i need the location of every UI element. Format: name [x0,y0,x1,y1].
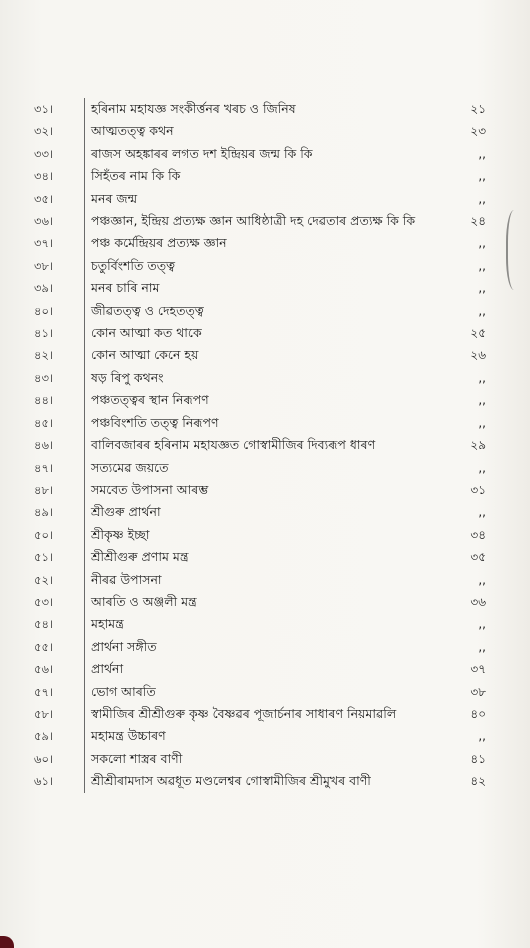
entry-number: ৫০। [34,527,54,542]
toc-entry [34,591,486,613]
entry-number: ৫৮। [34,706,54,721]
entry-title: ৰাজস অহঙ্কাৰৰ লগত দশ ইন্দ্ৰিয়ৰ জন্ম কি কি [84,143,436,165]
entry-title: আৰতি ও অঞ্জলী মন্ত্ৰ [84,591,436,613]
entry-title: পঞ্চ কৰ্মেন্দ্ৰিয়ৰ প্ৰত্যক্ষ জ্ঞান [84,232,436,254]
entry-number: ৩৯। [34,281,54,296]
entry-page: ,, [478,639,486,654]
entry-page: ,, [478,146,486,161]
toc-entry [34,524,486,546]
entry-page: ,, [478,281,486,296]
toc-entry [34,457,486,479]
page-corner [0,936,14,948]
entry-title: পঞ্চজ্ঞান, ইন্দ্ৰিয় প্ৰত্যক্ষ জ্ঞান আধিষ্ঠাত্ৰী দহ দেৱতাৰ প্ৰত্যক্ষ কি কি [84,210,436,232]
entry-page: ,, [478,572,486,587]
toc-entry [34,412,486,434]
toc-entry [34,232,486,254]
page-edge-mark [506,210,526,290]
entry-title: পঞ্চবিংশতি তত্ত্ব নিৰূপণ [84,412,436,434]
entry-number: ৩৭। [34,236,54,251]
entry-title: শ্ৰীকৃষ্ণ ইচ্ছা [84,524,436,546]
entry-title: বালিবজাৰৰ হৰিনাম মহাযজ্ঞত গোস্বামীজিৰ দিব্যৰূপ ধাৰণ [84,434,436,456]
toc-entry [34,434,486,456]
toc-entry [34,367,486,389]
entry-number: ৩৩। [34,146,54,161]
entry-number: ৫৪। [34,617,54,632]
entry-page: ,, [478,415,486,430]
entry-title: সকলো শাস্ত্ৰৰ বাণী [84,748,436,770]
toc-entry [34,210,486,232]
entry-page: ,, [478,303,486,318]
toc-entry [34,98,486,120]
entry-page: ৩৮ [470,684,486,699]
entry-page: ,, [478,729,486,744]
entry-number: ৪৬। [34,438,54,453]
entry-number: ৪১। [34,326,54,341]
entry-title: প্ৰাৰ্থনা [84,658,436,680]
entry-number: ৪২। [34,348,54,363]
toc-entry [34,143,486,165]
toc-entry [34,501,486,523]
entry-number: ৪৮। [34,482,54,497]
entry-page: ,, [478,191,486,206]
entry-number: ৩৮। [34,258,54,273]
toc-entry [34,681,486,703]
entry-title: প্ৰাৰ্থনা সঙ্গীত [84,636,436,658]
entry-title: পঞ্চতত্ত্বৰ স্থান নিৰূপণ [84,389,436,411]
entry-title: শ্ৰীশ্ৰীৰামদাস অৱধূত মণ্ডলেশ্বৰ গোস্বামীজিৰ শ্ৰীমুখৰ বাণী [84,770,436,792]
entry-title: শ্ৰীগুৰু প্ৰাৰ্থনা [84,501,436,523]
entry-number: ৪৩। [34,370,54,385]
entry-title: আত্মতত্ত্ব কথন [84,120,436,142]
entry-page: ,, [478,258,486,273]
entry-title: সত্যমেৱ জয়তে [84,457,436,479]
table-of-contents [34,98,486,793]
toc-entry [34,748,486,770]
entry-title: নীৰৱ উপাসনা [84,569,436,591]
entry-number: ৫৩। [34,594,54,609]
entry-number: ৪৯। [34,505,54,520]
entry-page: ,, [478,370,486,385]
entry-page: ,, [478,617,486,632]
toc-entry [34,389,486,411]
entry-page: ৪১ [470,751,486,766]
toc-entry [34,300,486,322]
entry-page: ,, [478,505,486,520]
toc-entry [34,658,486,680]
entry-page: ২৯ [470,438,486,453]
toc-entry [34,120,486,142]
entry-title: চতুৰ্বিংশতি তত্ত্ব [84,255,436,277]
entry-number: ৫৬। [34,662,54,677]
toc-entry [34,725,486,747]
entry-page: ,, [478,169,486,184]
entry-number: ৫৫। [34,639,54,654]
entry-page: ৩৬ [470,594,486,609]
entry-number: ৫১। [34,550,54,565]
entry-page: ,, [478,393,486,408]
entry-title: হৰিনাম মহাযজ্ঞ সংকীৰ্ত্তনৰ খৰচ ও জিনিষ [84,98,436,120]
entry-number: ৩৫। [34,191,54,206]
entry-title: ভোগ আৰতি [84,681,436,703]
entry-number: ৬০। [34,751,54,766]
entry-page: ৩৭ [470,662,486,677]
entry-number: ৩৬। [34,214,54,229]
toc-entry [34,613,486,635]
toc-entry [34,344,486,366]
entry-title: জীৱতত্ত্ব ও দেহতত্ত্ব [84,300,436,322]
entry-number: ৫৯। [34,729,54,744]
entry-title: সিহঁতৰ নাম কি কি [84,165,436,187]
entry-page: ,, [478,460,486,475]
entry-page: ২৫ [470,326,486,341]
entry-number: ৫৭। [34,684,54,699]
toc-entry [34,322,486,344]
toc-entry [34,277,486,299]
toc-entry [34,165,486,187]
entry-page: ৪২ [470,774,486,789]
toc-entry [34,569,486,591]
toc-entry [34,770,486,792]
entry-title: শ্ৰীশ্ৰীগুৰু প্ৰণাম মন্ত্ৰ [84,546,436,568]
entry-number: ৬১। [34,774,54,789]
entry-title: মহামন্ত্ৰ উচ্চাৰণ [84,725,436,747]
entry-title: সমবেত উপাসনা আৰম্ভ [84,479,436,501]
entry-number: ৩১। [34,102,54,116]
entry-page: ২৬ [470,348,486,363]
entry-page: ২১ [470,102,486,116]
entry-number: ৪০। [34,303,54,318]
entry-page: ৩১ [470,482,486,497]
entry-number: ৪৭। [34,460,54,475]
toc-entry [34,479,486,501]
toc-entry [34,636,486,658]
toc-entry [34,703,486,725]
toc-entry [34,188,486,210]
entry-number: ৩৪। [34,169,54,184]
toc-entry [34,255,486,277]
entry-page: ৪০ [470,706,486,721]
entry-title: মনৰ চাৰি নাম [84,277,436,299]
entry-page: ২৪ [470,214,486,229]
toc-entry [34,546,486,568]
entry-number: ৪৫। [34,415,54,430]
entry-number: ৫২। [34,572,54,587]
entry-title: মহামন্ত্ৰ [84,613,436,635]
entry-title: স্বামীজিৰ শ্ৰীশ্ৰীগুৰু কৃষ্ণ বৈষ্ণৱৰ পূজাৰ্চনাৰ সাধাৰণ নিয়মাৱলি [84,703,436,725]
entry-page: ৩৪ [470,527,486,542]
entry-number: ৩২। [34,124,54,139]
entry-title: কোন আত্মা কত থাকে [84,322,436,344]
entry-page: ৩৫ [470,550,486,565]
entry-title: কোন আত্মা কেনে হয় [84,344,436,366]
entry-title: ষড় ৰিপু কথনং [84,367,436,389]
entry-page: ২৩ [470,124,486,139]
entry-page: ,, [478,236,486,251]
entry-number: ৪৪। [34,393,54,408]
entry-title: মনৰ জন্ম [84,188,436,210]
